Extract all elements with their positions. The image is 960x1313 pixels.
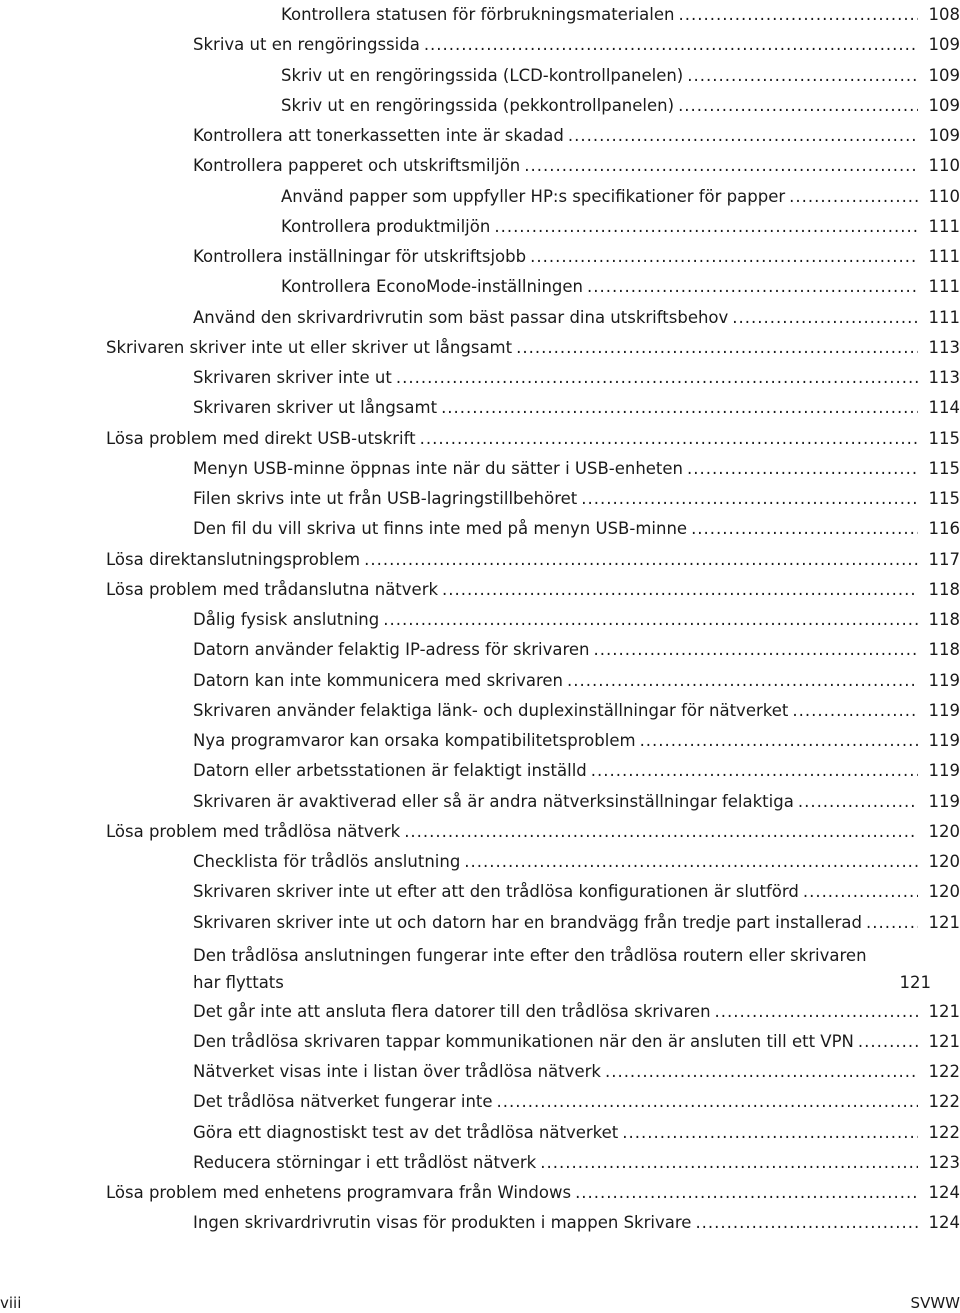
toc-entry-page: 122 [928,1122,960,1142]
toc-entry-page: 119 [928,791,960,811]
toc-entry-page: 120 [928,821,960,841]
toc-dot-leader [442,575,918,605]
toc-entry[interactable] [106,424,960,454]
toc-entry[interactable] [106,1178,960,1208]
toc-entry[interactable] [281,0,960,30]
toc-entry-title: Skrivaren skriver inte ut [193,368,392,387]
toc-dot-leader [581,484,918,514]
toc-dot-leader [687,61,918,91]
toc-entry[interactable] [193,1027,960,1057]
toc-entry-title: Skrivaren skriver inte ut eller skriver ut långsamt [106,337,513,357]
toc-entry-title: Använd den skrivardrivrutin som bäst passar dina utskriftsbehov [193,307,729,327]
toc-entry-title: Kontrollera statusen för förbrukningsmaterialen [281,5,675,24]
toc-entry[interactable] [193,454,960,484]
toc-entry[interactable] [106,575,960,605]
toc-dot-leader [622,1118,918,1148]
toc-entry-page: 122 [928,1092,960,1112]
toc-entry-title: Lösa direktanslutningsproblem [106,549,361,569]
toc-dot-leader [424,30,918,60]
toc-entry-page: 113 [928,368,960,387]
toc-entry-page: 115 [928,489,960,508]
toc-entry-page: 116 [928,519,960,539]
toc-entry-title: Nätverket visas inte i listan över trådlösa nätverk [193,1062,601,1082]
toc-entry[interactable] [193,303,960,333]
toc-entry-page: 118 [928,640,960,660]
toc-entry[interactable] [193,151,960,181]
toc-dot-leader [587,272,918,302]
toc-dot-leader [568,121,918,151]
toc-entry-title: Göra ett diagnostiskt test av det trådlösa nätverket [193,1122,619,1142]
toc-entry[interactable] [106,545,960,575]
toc-entry-title: Nya programvaror kan orsaka kompatibilitetsproblem [193,731,636,750]
toc-entry-title: Kontrollera att tonerkassetten inte är skadad [193,126,564,145]
toc-entry-title: Kontrollera EconoMode-inställningen [281,277,584,297]
toc-dot-leader [640,726,918,756]
toc-dot-leader [396,363,918,393]
toc-dot-leader [494,212,918,242]
toc-entry[interactable] [281,61,960,91]
toc-entry-page: 111 [928,277,960,297]
toc-dot-leader [798,787,918,817]
toc-entry[interactable] [193,393,960,423]
toc-entry-title: Skriv ut en rengöringssida (LCD-kontrollpanelen) [281,65,684,85]
toc-dot-leader [695,1208,918,1238]
toc-dot-leader [679,0,919,30]
toc-dot-leader [516,333,918,363]
toc-dot-leader [441,393,918,423]
toc-entry-title: Skriv ut en rengöringssida (pekkontrollpanelen) [281,95,675,115]
toc-entry[interactable] [193,484,960,514]
toc-entry-page: 110 [928,186,960,206]
toc-entry-page: 109 [928,35,960,55]
toc-dot-leader [789,182,918,212]
toc-entry-title: Checklista för trådlös anslutning [193,852,461,871]
toc-entry-page: 115 [928,458,960,478]
toc-entry-page: 119 [928,761,960,781]
toc-entry-page: 109 [928,95,960,115]
toc-dot-leader [575,1178,918,1208]
toc-entry-page: 123 [928,1152,960,1172]
toc-entry[interactable] [193,1087,960,1117]
toc-dot-leader [858,1027,918,1057]
toc-entry[interactable] [281,212,960,242]
toc-entry-page: 115 [928,428,960,448]
toc-entry[interactable] [193,30,960,60]
toc-entry-page: 114 [928,398,960,418]
toc-entry[interactable] [193,847,960,877]
toc-dot-leader [383,605,918,635]
toc-entry[interactable] [281,91,960,121]
toc-entry-page: 119 [928,670,960,690]
toc-dot-leader [732,303,918,333]
toc-dot-leader [593,635,918,665]
toc-dot-leader [591,756,918,786]
toc-entry-title: Datorn använder felaktig IP-adress för skrivaren [193,640,590,660]
toc-dot-leader [567,666,918,696]
toc-entry-title: Skrivaren använder felaktiga länk- och duplexinställningar för nätverket [193,700,789,720]
toc-entry[interactable] [193,908,960,938]
toc-entry-title: Den trådlösa skrivaren tappar kommunikationen när den är ansluten till ett VPN [193,1031,854,1051]
toc-entry-title: Använd papper som uppfyller HP:s specifikationer för papper [281,186,786,206]
toc-entry[interactable] [193,1057,960,1087]
toc-entry[interactable] [193,242,960,272]
toc-dot-leader [687,454,918,484]
toc-entry-page: 111 [928,247,960,266]
toc-entry-title: Skrivaren skriver inte ut efter att den trådlösa konfigurationen är slutförd [193,882,799,902]
toc-entry-page: 117 [928,549,960,569]
toc-entry-page: 124 [928,1183,960,1203]
toc-entry[interactable] [193,666,960,696]
toc-entry-title: Filen skrivs inte ut från USB-lagringstillbehöret [193,489,578,508]
toc-entry-page: 121 [928,1031,960,1051]
toc-entry[interactable] [193,121,960,151]
toc-dot-leader [866,908,918,938]
toc-entry-page: 111 [928,307,960,327]
toc-entry-page: 121 [928,1001,960,1021]
toc-entry-page: 118 [928,610,960,629]
toc-entry-title: Reducera störningar i ett trådlöst nätverk [193,1152,537,1172]
toc-entry[interactable] [193,756,960,786]
toc-entry[interactable] [193,363,960,393]
toc-entry[interactable] [193,514,960,544]
toc-dot-leader [464,847,918,877]
toc-dot-leader [497,1087,918,1117]
toc-entry-title: Skriva ut en rengöringssida [193,35,420,55]
toc-entry-page: 109 [928,126,960,145]
toc-entry[interactable] [193,877,960,907]
toc-entry-title: Kontrollera papperet och utskriftsmiljön [193,156,521,176]
footer-page-number: viii [0,1294,22,1312]
toc-entry[interactable] [106,333,960,363]
toc-dot-leader [691,514,918,544]
toc-entry-page: 121 [928,912,960,932]
toc-entry-page: 110 [928,156,960,176]
toc-entry-title: Lösa problem med trådlösa nätverk [106,821,401,841]
toc-entry-title: Den trådlösa anslutningen fungerar inte efter den trådlösa routern eller skrivaren har flyttats [193,945,867,992]
toc-entry-title: Menyn USB-minne öppnas inte när du sätter i USB-enheten [193,458,684,478]
toc-entry-title: Lösa problem med enhetens programvara från Windows [106,1183,572,1203]
toc-entry[interactable] [193,605,960,635]
toc-entry-title: Skrivaren skriver inte ut och datorn har en brandvägg från tredje part installerad [193,912,863,932]
toc-entry-page: 124 [928,1213,960,1233]
toc-entry-title: Kontrollera produktmiljön [281,216,491,236]
toc-entry-title: Det går inte att ansluta flera datorer till den trådlösa skrivaren [193,1001,711,1021]
toc-dot-leader [530,242,918,272]
toc-entry-title: Lösa problem med trådanslutna nätverk [106,579,439,599]
toc-dot-leader [605,1057,918,1087]
toc-entry-title: Ingen skrivardrivrutin visas för produkten i mappen Skrivare [193,1213,692,1233]
toc-entry-title: Datorn kan inte kommunicera med skrivaren [193,670,564,690]
toc-entry-title: Dålig fysisk anslutning [193,610,380,629]
toc-entry[interactable] [106,817,960,847]
toc-dot-leader [715,997,918,1027]
toc-entry[interactable] [193,787,960,817]
toc-entry-page: 111 [928,216,960,236]
toc-entry-title: Kontrollera inställningar för utskriftsjobb [193,247,527,266]
toc-entry-page: 121 [899,972,931,992]
toc-dot-leader [792,696,918,726]
toc-entry-page: 120 [928,852,960,871]
toc-dot-leader [678,91,918,121]
footer-brand: SVWW [910,1294,960,1312]
toc-entry-title: Lösa problem med direkt USB-utskrift [106,428,416,448]
toc-entry[interactable] [193,696,960,726]
toc-entry-page: 109 [928,65,960,85]
toc-entry[interactable] [193,1118,960,1148]
toc-entry-page: 118 [928,579,960,599]
toc-entry-page: 119 [928,700,960,720]
toc-entry[interactable] [193,1208,960,1238]
toc-entry[interactable] [193,726,960,756]
toc-entry[interactable] [193,635,960,665]
toc-entry[interactable] [281,272,960,302]
toc-entry-page: 120 [928,882,960,902]
toc-entry-page: 119 [928,731,960,750]
toc-dot-leader [803,877,918,907]
toc-entry-page: 108 [928,5,960,24]
toc-dot-leader [364,545,918,575]
toc-entry-title: Det trådlösa nätverket fungerar inte [193,1092,493,1112]
toc-entry[interactable] [193,938,960,996]
toc-entry-page: 122 [928,1062,960,1082]
toc-entry[interactable] [193,997,960,1027]
toc-dot-leader [540,1148,918,1178]
toc-entry[interactable] [193,1148,960,1178]
toc-entry-title: Den fil du vill skriva ut finns inte med på menyn USB-minne [193,519,688,539]
toc-dot-leader [404,817,918,847]
toc-entry-title: Skrivaren är avaktiverad eller så är andra nätverksinställningar felaktiga [193,791,794,811]
toc-entry-title: Datorn eller arbetsstationen är felaktigt inställd [193,761,587,781]
toc-dot-leader [524,151,918,181]
toc-entry-title: Skrivaren skriver ut långsamt [193,398,438,418]
toc-dot-leader [420,424,918,454]
toc-entry-page: 113 [928,337,960,357]
toc-entry[interactable] [281,182,960,212]
